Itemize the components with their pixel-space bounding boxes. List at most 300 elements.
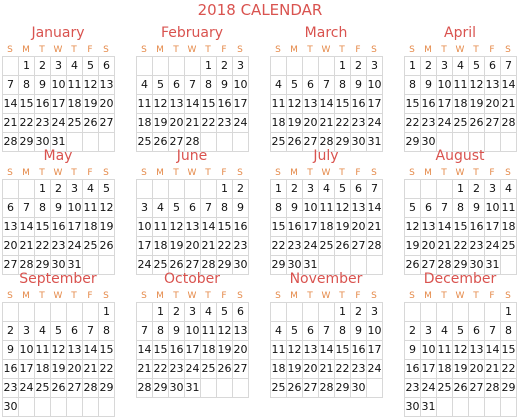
- day-cell: 14: [485, 341, 501, 360]
- day-cell: 23: [405, 379, 421, 398]
- day-grid: [2, 56, 115, 152]
- weekday-label: M: [290, 45, 298, 55]
- day-cell: 27: [185, 256, 201, 275]
- day-cell: 14: [3, 95, 19, 114]
- day-cell: 1: [201, 57, 217, 76]
- day-cell: 1: [453, 180, 469, 199]
- weekday-label: T: [205, 168, 211, 178]
- day-cell: 8: [501, 322, 517, 341]
- day-cell: 27: [67, 379, 83, 398]
- day-cell: 17: [233, 95, 249, 114]
- day-grid: [404, 302, 517, 417]
- day-cell: 3: [67, 180, 83, 199]
- day-cell: 9: [287, 199, 303, 218]
- day-cell: 6: [169, 76, 185, 95]
- day-cell: 1: [35, 180, 51, 199]
- day-cell: 6: [3, 199, 19, 218]
- weekday-label: S: [505, 45, 511, 55]
- day-cell: 12: [453, 341, 469, 360]
- day-cell: 2: [233, 180, 249, 199]
- weekday-header: [136, 290, 248, 302]
- day-cell: 4: [271, 322, 287, 341]
- day-grid: [270, 56, 383, 152]
- weekday-label: W: [455, 45, 465, 55]
- day-cell: 15: [271, 218, 287, 237]
- day-cell: 30: [405, 398, 421, 417]
- day-cell: 23: [233, 237, 249, 256]
- weekday-label: M: [290, 291, 298, 301]
- day-cell: 14: [437, 218, 453, 237]
- day-cell: 27: [303, 379, 319, 398]
- day-cell: 28: [201, 256, 217, 275]
- day-cell: 17: [421, 360, 437, 379]
- weekday-header: [404, 167, 516, 179]
- month-name: October: [163, 271, 221, 287]
- day-cell: 23: [51, 237, 67, 256]
- weekday-label: T: [473, 291, 479, 301]
- weekday-header: [270, 167, 382, 179]
- day-cell: 18: [201, 341, 217, 360]
- day-cell: 2: [421, 57, 437, 76]
- empty-cell: [99, 398, 115, 417]
- weekday-label: T: [339, 291, 345, 301]
- day-cell: 29: [217, 256, 233, 275]
- day-cell: 2: [351, 57, 367, 76]
- day-cell: 10: [185, 322, 201, 341]
- day-cell: 16: [169, 341, 185, 360]
- day-cell: 17: [137, 237, 153, 256]
- day-cell: 12: [335, 199, 351, 218]
- weekday-label: T: [307, 291, 313, 301]
- day-cell: 26: [287, 379, 303, 398]
- day-cell: 7: [367, 180, 383, 199]
- day-cell: 1: [217, 180, 233, 199]
- day-cell: 28: [437, 256, 453, 275]
- day-grid: [2, 302, 115, 417]
- day-cell: 21: [83, 360, 99, 379]
- day-grid: [2, 179, 115, 275]
- day-cell: 22: [19, 114, 35, 133]
- day-cell: 24: [51, 114, 67, 133]
- empty-cell: [67, 303, 83, 322]
- day-cell: 11: [501, 199, 517, 218]
- day-cell: 14: [185, 95, 201, 114]
- day-cell: 31: [485, 256, 501, 275]
- empty-cell: [271, 57, 287, 76]
- weekday-label: F: [489, 291, 495, 301]
- month-name: May: [43, 148, 73, 164]
- day-cell: 8: [217, 199, 233, 218]
- day-cell: 2: [287, 180, 303, 199]
- weekday-label: T: [39, 45, 45, 55]
- day-cell: 8: [99, 322, 115, 341]
- day-cell: 2: [217, 57, 233, 76]
- day-cell: 19: [453, 360, 469, 379]
- day-cell: 14: [319, 341, 335, 360]
- day-cell: 25: [35, 379, 51, 398]
- day-cell: 29: [405, 133, 421, 152]
- empty-cell: [153, 57, 169, 76]
- weekday-header: [270, 44, 382, 56]
- day-cell: 21: [3, 114, 19, 133]
- day-cell: 20: [67, 360, 83, 379]
- weekday-label: S: [505, 168, 511, 178]
- day-cell: 26: [217, 360, 233, 379]
- weekday-label: T: [71, 291, 77, 301]
- day-cell: 12: [153, 95, 169, 114]
- weekday-label: S: [409, 291, 415, 301]
- day-cell: 4: [437, 322, 453, 341]
- day-cell: 16: [351, 341, 367, 360]
- empty-cell: [421, 303, 437, 322]
- day-cell: 16: [51, 218, 67, 237]
- day-cell: 14: [83, 341, 99, 360]
- day-cell: 25: [271, 379, 287, 398]
- day-cell: 30: [351, 133, 367, 152]
- month-march: [270, 22, 382, 152]
- day-cell: 3: [137, 199, 153, 218]
- weekday-label: T: [473, 168, 479, 178]
- day-cell: 18: [137, 114, 153, 133]
- day-cell: 15: [335, 341, 351, 360]
- day-cell: 21: [485, 360, 501, 379]
- day-cell: 30: [169, 379, 185, 398]
- day-cell: 5: [153, 76, 169, 95]
- day-cell: 19: [405, 237, 421, 256]
- day-cell: 11: [67, 76, 83, 95]
- day-cell: 29: [19, 133, 35, 152]
- day-grid: [136, 56, 249, 152]
- weekday-label: S: [409, 45, 415, 55]
- day-cell: 21: [501, 95, 517, 114]
- day-cell: 20: [303, 114, 319, 133]
- day-cell: 1: [501, 303, 517, 322]
- day-cell: 12: [287, 341, 303, 360]
- day-cell: 13: [3, 218, 19, 237]
- day-cell: 27: [303, 133, 319, 152]
- day-grid: [404, 56, 517, 152]
- day-cell: 17: [485, 218, 501, 237]
- day-cell: 12: [169, 218, 185, 237]
- day-cell: 8: [405, 76, 421, 95]
- day-cell: 31: [367, 133, 383, 152]
- empty-cell: [437, 398, 453, 417]
- day-cell: 19: [217, 341, 233, 360]
- day-cell: 28: [83, 379, 99, 398]
- day-cell: 27: [469, 379, 485, 398]
- day-cell: 19: [153, 114, 169, 133]
- day-cell: 26: [99, 237, 115, 256]
- day-cell: 9: [469, 199, 485, 218]
- day-cell: 25: [137, 133, 153, 152]
- weekday-label: S: [371, 45, 377, 55]
- empty-cell: [319, 303, 335, 322]
- weekday-label: T: [307, 168, 313, 178]
- weekday-label: T: [39, 168, 45, 178]
- day-cell: 23: [3, 379, 19, 398]
- day-cell: 21: [319, 114, 335, 133]
- day-cell: 28: [319, 379, 335, 398]
- empty-cell: [469, 303, 485, 322]
- day-cell: 9: [351, 322, 367, 341]
- day-cell: 26: [469, 114, 485, 133]
- day-cell: 17: [437, 95, 453, 114]
- day-cell: 24: [485, 237, 501, 256]
- empty-cell: [51, 303, 67, 322]
- weekday-label: W: [321, 291, 331, 301]
- day-cell: 9: [217, 76, 233, 95]
- weekday-label: T: [173, 168, 179, 178]
- weekday-header: [136, 167, 248, 179]
- weekday-label: T: [173, 45, 179, 55]
- weekday-label: W: [455, 168, 465, 178]
- day-cell: 6: [233, 303, 249, 322]
- weekday-label: T: [307, 45, 313, 55]
- day-cell: 21: [437, 237, 453, 256]
- day-cell: 20: [421, 237, 437, 256]
- weekday-label: W: [53, 291, 63, 301]
- weekday-label: S: [371, 291, 377, 301]
- day-cell: 27: [485, 114, 501, 133]
- weekday-label: F: [87, 45, 93, 55]
- empty-cell: [19, 180, 35, 199]
- day-cell: 24: [67, 237, 83, 256]
- month-february: [136, 22, 248, 152]
- empty-cell: [3, 303, 19, 322]
- day-cell: 24: [421, 379, 437, 398]
- month-name: July: [313, 148, 339, 164]
- day-cell: 12: [287, 95, 303, 114]
- day-cell: 21: [137, 360, 153, 379]
- day-cell: 15: [201, 95, 217, 114]
- day-cell: 27: [233, 360, 249, 379]
- day-cell: 7: [19, 199, 35, 218]
- empty-cell: [137, 57, 153, 76]
- day-cell: 28: [319, 133, 335, 152]
- day-cell: 27: [169, 133, 185, 152]
- day-cell: 11: [271, 95, 287, 114]
- day-cell: 20: [99, 95, 115, 114]
- month-name: February: [160, 25, 224, 41]
- day-cell: 28: [137, 379, 153, 398]
- month-september: [2, 268, 114, 417]
- day-cell: 3: [421, 322, 437, 341]
- day-cell: 25: [153, 256, 169, 275]
- day-cell: 16: [217, 95, 233, 114]
- weekday-label: S: [103, 291, 109, 301]
- day-cell: 6: [485, 57, 501, 76]
- day-cell: 30: [3, 398, 19, 417]
- weekday-label: F: [489, 45, 495, 55]
- weekday-label: M: [424, 45, 432, 55]
- weekday-label: W: [187, 45, 197, 55]
- day-cell: 7: [501, 57, 517, 76]
- day-cell: 3: [51, 57, 67, 76]
- day-cell: 5: [287, 76, 303, 95]
- empty-cell: [169, 57, 185, 76]
- day-cell: 27: [99, 114, 115, 133]
- day-cell: 10: [233, 76, 249, 95]
- weekday-label: T: [339, 168, 345, 178]
- weekday-label: F: [355, 168, 361, 178]
- day-cell: 4: [319, 180, 335, 199]
- month-october: [136, 268, 248, 398]
- month-name: December: [423, 271, 497, 287]
- day-cell: 17: [303, 218, 319, 237]
- empty-cell: [437, 180, 453, 199]
- day-cell: 1: [153, 303, 169, 322]
- day-cell: 5: [469, 57, 485, 76]
- day-cell: 24: [185, 360, 201, 379]
- day-cell: 13: [185, 218, 201, 237]
- day-cell: 22: [217, 237, 233, 256]
- day-cell: 1: [335, 303, 351, 322]
- weekday-label: S: [505, 291, 511, 301]
- day-cell: 14: [501, 76, 517, 95]
- weekday-header: [2, 44, 114, 56]
- day-cell: 30: [421, 133, 437, 152]
- empty-cell: [287, 303, 303, 322]
- day-cell: 9: [3, 341, 19, 360]
- day-cell: 19: [287, 360, 303, 379]
- day-cell: 13: [169, 95, 185, 114]
- day-cell: 8: [335, 76, 351, 95]
- weekday-label: W: [455, 291, 465, 301]
- day-cell: 15: [453, 218, 469, 237]
- weekday-label: S: [141, 291, 147, 301]
- day-cell: 18: [453, 95, 469, 114]
- day-cell: 6: [303, 76, 319, 95]
- day-cell: 27: [3, 256, 19, 275]
- day-cell: 4: [67, 57, 83, 76]
- day-cell: 1: [271, 180, 287, 199]
- day-cell: 3: [19, 322, 35, 341]
- day-cell: 23: [287, 237, 303, 256]
- day-cell: 29: [335, 379, 351, 398]
- weekday-label: S: [237, 168, 243, 178]
- day-cell: 8: [153, 322, 169, 341]
- day-cell: 5: [51, 322, 67, 341]
- day-cell: 8: [35, 199, 51, 218]
- day-cell: 9: [35, 76, 51, 95]
- weekday-label: T: [473, 45, 479, 55]
- weekday-label: S: [237, 291, 243, 301]
- day-cell: 26: [169, 256, 185, 275]
- day-cell: 2: [3, 322, 19, 341]
- day-cell: 16: [469, 218, 485, 237]
- day-cell: 29: [153, 379, 169, 398]
- day-cell: 25: [83, 237, 99, 256]
- day-cell: 15: [35, 218, 51, 237]
- day-cell: 10: [367, 322, 383, 341]
- day-cell: 21: [19, 237, 35, 256]
- day-cell: 20: [303, 360, 319, 379]
- weekday-label: T: [173, 291, 179, 301]
- empty-cell: [453, 303, 469, 322]
- weekday-label: T: [71, 45, 77, 55]
- day-cell: 16: [287, 218, 303, 237]
- day-cell: 28: [19, 256, 35, 275]
- day-cell: 18: [83, 218, 99, 237]
- weekday-label: T: [205, 291, 211, 301]
- day-cell: 24: [137, 256, 153, 275]
- weekday-label: F: [221, 168, 227, 178]
- empty-cell: [453, 398, 469, 417]
- weekday-label: F: [87, 168, 93, 178]
- day-cell: 26: [335, 237, 351, 256]
- weekday-label: M: [22, 168, 30, 178]
- weekday-label: S: [371, 168, 377, 178]
- day-cell: 5: [287, 322, 303, 341]
- day-cell: 14: [319, 95, 335, 114]
- day-cell: 3: [233, 57, 249, 76]
- day-cell: 10: [421, 341, 437, 360]
- day-cell: 9: [51, 199, 67, 218]
- day-cell: 26: [453, 379, 469, 398]
- day-cell: 2: [35, 57, 51, 76]
- day-cell: 17: [367, 341, 383, 360]
- day-cell: 22: [453, 237, 469, 256]
- day-cell: 26: [153, 133, 169, 152]
- day-cell: 31: [51, 133, 67, 152]
- day-cell: 10: [51, 76, 67, 95]
- day-cell: 6: [99, 57, 115, 76]
- day-cell: 20: [169, 114, 185, 133]
- month-name: June: [176, 148, 208, 164]
- day-cell: 17: [185, 341, 201, 360]
- day-cell: 27: [421, 256, 437, 275]
- day-cell: 13: [303, 95, 319, 114]
- day-cell: 25: [67, 114, 83, 133]
- day-cell: 6: [185, 199, 201, 218]
- day-cell: 23: [169, 360, 185, 379]
- month-december: [404, 268, 516, 417]
- day-cell: 25: [319, 237, 335, 256]
- weekday-label: W: [321, 45, 331, 55]
- day-cell: 14: [201, 218, 217, 237]
- day-cell: 9: [405, 341, 421, 360]
- day-cell: 5: [453, 322, 469, 341]
- day-cell: 18: [67, 95, 83, 114]
- weekday-label: S: [275, 45, 281, 55]
- empty-cell: [201, 180, 217, 199]
- month-name: April: [444, 25, 476, 41]
- weekday-label: M: [22, 291, 30, 301]
- day-cell: 18: [501, 218, 517, 237]
- weekday-label: S: [7, 45, 13, 55]
- day-cell: 30: [469, 256, 485, 275]
- day-cell: 18: [35, 360, 51, 379]
- day-grid: [136, 179, 249, 275]
- weekday-label: S: [275, 168, 281, 178]
- weekday-label: W: [321, 168, 331, 178]
- weekday-label: W: [187, 291, 197, 301]
- day-cell: 5: [83, 57, 99, 76]
- page-title: 2018 CALENDAR: [197, 1, 323, 19]
- day-cell: 25: [437, 379, 453, 398]
- month-name: August: [435, 148, 485, 164]
- day-cell: 19: [469, 95, 485, 114]
- day-cell: 8: [335, 322, 351, 341]
- day-cell: 5: [405, 199, 421, 218]
- day-cell: 10: [67, 199, 83, 218]
- weekday-label: S: [7, 291, 13, 301]
- day-cell: 22: [501, 360, 517, 379]
- day-cell: 18: [437, 360, 453, 379]
- day-cell: 15: [19, 95, 35, 114]
- weekday-label: S: [275, 291, 281, 301]
- day-cell: 5: [99, 180, 115, 199]
